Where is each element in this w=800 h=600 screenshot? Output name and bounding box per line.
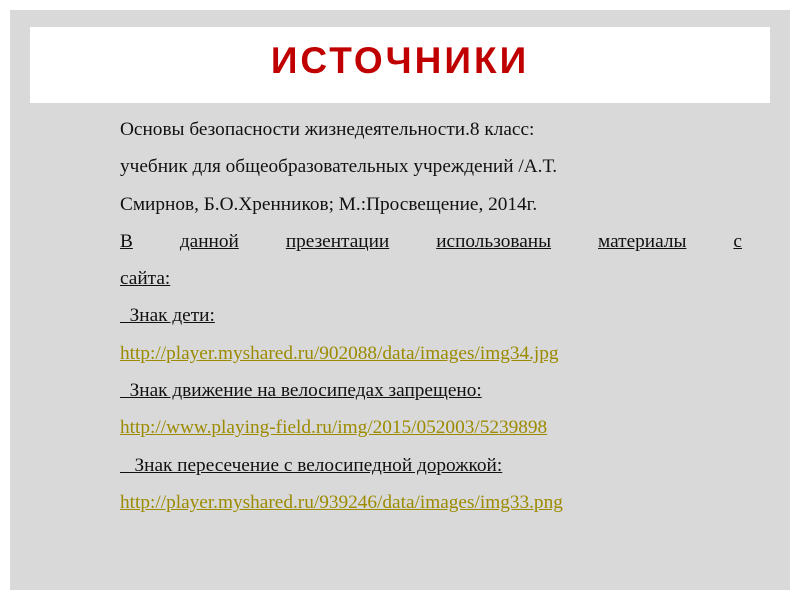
slide-title: ИСТОЧНИКИ (270, 40, 530, 81)
source-url-link[interactable]: http://player.myshared.ru/939246/data/images/img33.png (120, 491, 563, 513)
source-label-children-sign: Знак дети: (120, 305, 215, 327)
citation-line-2: учебник для общеобразовательных учреждений /А.Т. (120, 156, 558, 178)
source-label-bike-path-crossing-sign: Знак пересечение с велосипедной дорожкой: (120, 454, 503, 476)
source-link-bike-path-crossing-sign (120, 484, 742, 521)
title-band (30, 27, 770, 103)
notice-word: материалы (598, 230, 687, 252)
citation-line-1: Основы безопасности жизнедеятельности.8 класс: (120, 119, 535, 140)
source-link-no-bicycles-sign (120, 409, 742, 446)
slide-body (120, 111, 742, 521)
source-url-link[interactable]: http://player.myshared.ru/902088/data/images/img34.jpg (120, 342, 559, 364)
notice-word: использованы (436, 230, 552, 252)
notice-word: с (733, 230, 742, 252)
notice-word: В (120, 230, 133, 252)
notice-word: данной (179, 230, 239, 252)
notice-line-2: сайта: (120, 268, 171, 290)
source-url-link[interactable]: http://www.playing-field.ru/img/2015/052003/5239898 (120, 417, 548, 439)
source-label-no-bicycles-sign: Знак движение на велосипедах запрещено: (120, 380, 482, 402)
notice-word: презентации (285, 230, 390, 252)
source-link-children-sign (120, 335, 742, 372)
notice-line-1 (120, 223, 742, 260)
citation-line-3: Смирнов, Б.О.Хренников; М.:Просвещение, 2014г. (120, 193, 538, 215)
